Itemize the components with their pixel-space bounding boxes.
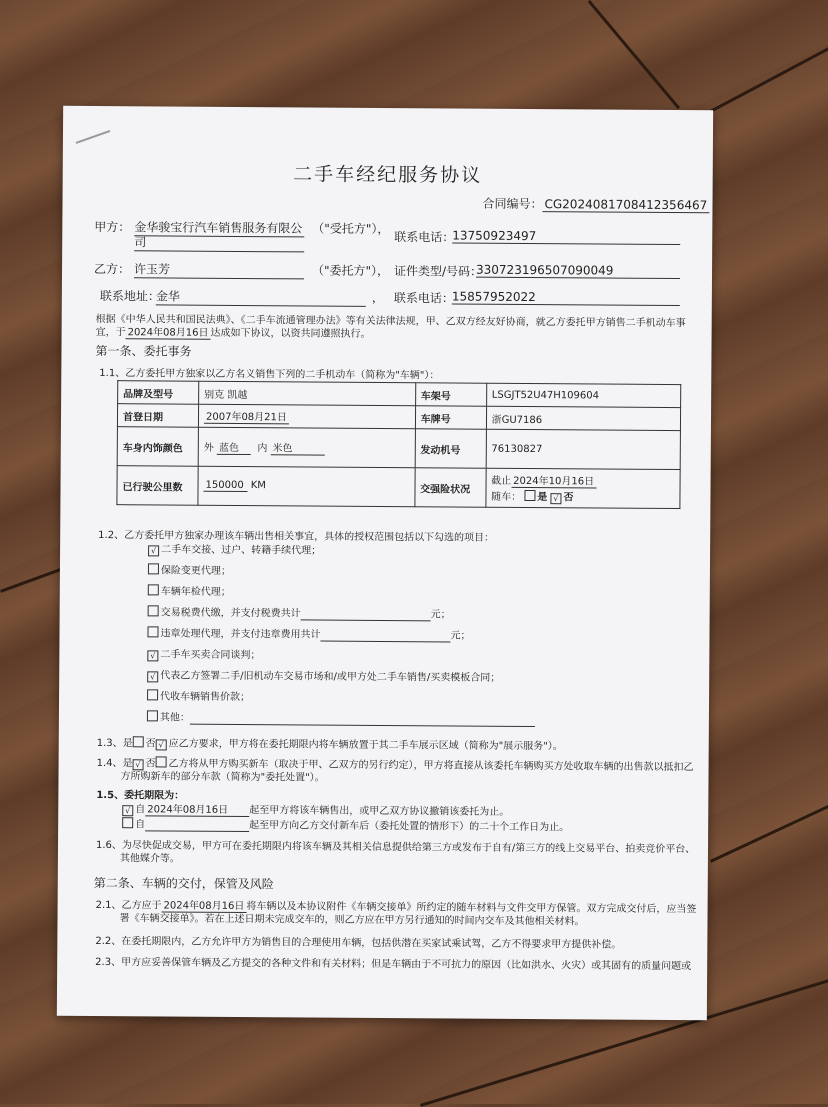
clause-2-1-cont: 署《车辆交接单》。若在上述日期未完成交车的，则乙方应在甲方另行通知的时间内交车及其他相关材料。: [119, 913, 585, 928]
insurance-date: 2024年10月16日: [511, 472, 596, 489]
contract-paper: [57, 106, 713, 1021]
address-label: 联系地址：: [99, 289, 160, 304]
clause-1-4: 1.4、是 √ 否 乙方将从甲方购买新车（取决于甲、乙双方的另行约定），甲方将直接从该委托车辆购买方处收取车辆的出售款以抵扣乙: [96, 757, 694, 774]
clause-1-2: 1.2、乙方委托甲方独家办理该车辆出售相关事宜，具体的授权范围包括以下勾选的项目：: [98, 529, 495, 544]
staple: [76, 130, 111, 144]
party-a-phone: 13750923497: [452, 228, 680, 245]
floor-seam: [0, 566, 67, 593]
contract-number: 合同编号： CG2024081708412356467: [482, 196, 708, 213]
clause-1-1: 1.1、乙方委托甲方独家以乙方名义销售下列的二手机动车（简称为"车辆"）：: [99, 368, 440, 382]
address-comma: ，: [371, 290, 384, 305]
clause-1-4-cont: 方所购新车的部分车款（简称为"委托处置"）。: [120, 771, 325, 784]
term-option-a: √ 自 2024年08月16日 起至甲方将该车辆售出，或甲乙双方协议撤销该委托为止。: [122, 800, 509, 819]
option-sign-contract[interactable]: √ 代表乙方签署二手/旧机动车交易市场和/或甲方处二手车销售/买卖模板合同；: [147, 666, 500, 684]
party-b-name: 许玉芳: [134, 260, 304, 279]
clause-1-4-yes[interactable]: √: [132, 759, 143, 770]
option-negotiation[interactable]: √ 二手车买卖合同谈判；: [147, 645, 260, 662]
party-b-phone-label: 联系电话：: [393, 291, 454, 306]
party-a-role: （"受托方"），: [312, 221, 390, 237]
checkbox-no[interactable]: √: [550, 493, 561, 504]
plate-value: 浙GU7186: [486, 406, 681, 430]
engine-value: 76130827: [486, 429, 681, 469]
vin-value: LSGJT52U47H109604: [486, 383, 681, 407]
floor-seam: [710, 801, 828, 863]
preamble-line-1: 根据《中华人民共和国民法典》、《二手车流通管理办法》等有关法律法规，甲、乙双方经友好协商，就乙方委托甲方销售二手机动车事: [95, 313, 686, 330]
section-2-heading: 第二条、车辆的交付，保管及风险: [93, 875, 274, 892]
preamble-date: 2024年08月16日: [126, 323, 211, 340]
exterior-color: 蓝色: [217, 439, 251, 455]
clause-1-4-no[interactable]: [155, 756, 166, 767]
document-title: 二手车经纪服务协议: [293, 163, 483, 187]
clause-1-5: 1.5、委托期限为：: [96, 789, 185, 802]
checkbox-yes[interactable]: [524, 490, 535, 501]
insurance-cell: 截止 2024年10月16日 随车： 是 √ 否: [486, 468, 681, 508]
party-a-phone-label: 联系电话：: [394, 230, 455, 245]
preamble-line-2: 宜，于 2024年08月16日 达成如下协议，以资共同遵照执行。: [96, 323, 371, 341]
brand-value: 别克 凯越: [199, 381, 416, 406]
mileage-cell: 150000 KM: [198, 466, 415, 507]
term-a-checkbox[interactable]: √: [122, 805, 133, 816]
term-b-checkbox[interactable]: [122, 817, 133, 828]
option-violation[interactable]: 违章处理代理，并支付违章费用共计 元；: [147, 624, 470, 642]
term-option-b: 自 起至甲方向乙方交付新车后（委托处置的情形下）的二十个工作日为止。: [122, 815, 569, 834]
clause-1-3-yes[interactable]: [133, 736, 144, 747]
section-1-heading: 第一条、委托事务: [95, 343, 192, 359]
clause-2-2: 2.2、在委托期限内，乙方允许甲方为销售目的合理使用车辆，包括供潜在买家试乘试驾，乙方不得要求甲方提供补偿。: [95, 935, 622, 951]
color-cell: 外 蓝色 内 米色: [198, 427, 415, 468]
party-a-label: 甲方：: [94, 219, 131, 235]
party-b-role: （"委托方"），: [311, 263, 390, 279]
id-label: 证件类型/号码：: [393, 264, 483, 279]
party-b-label: 乙方：: [93, 261, 131, 277]
reg-date-value: 2007年08月21日: [204, 408, 289, 425]
brand-label: 品牌及型号: [118, 381, 199, 405]
address: 金华: [156, 287, 366, 306]
term-start-date: 2024年08月16日: [145, 800, 249, 817]
vehicle-info-table: [116, 380, 681, 509]
clause-2-3: 2.3、甲方应妥善保管车辆及乙方提交的各种文件和有关材料；但是车辆由于不可抗力的原因（比如洪水、火灾）或其固有的质量问题或: [95, 956, 692, 973]
party-a-name-cont: 司: [134, 233, 304, 252]
clause-2-1: 2.1、乙方应于 2024年08月16日 将车辆以及本协议附件《车辆交接单》所约定的随车材料与文件交甲方保管。双方完成交付后，应当签: [96, 896, 697, 916]
color-label: 车身内饰颜色: [117, 427, 198, 467]
clause-1-3: 1.3、是 否 √ 应乙方要求，甲方将在委托期限内将车辆放置于其二手车展示区域（简称为"展示服务"）。: [96, 737, 563, 753]
clause-1-6: 1.6、为尽快促成交易，甲方可在委托期限内将该车辆及其相关信息提供给第三方或发布于自有/第三方的线上交易平台、拍卖竞价平台、: [95, 839, 696, 856]
option-tax[interactable]: 交易税费代缴，并支付税费共计 元；: [148, 603, 451, 621]
insurance-label: 交强险状况: [415, 468, 486, 507]
floor-seam: [588, 0, 680, 109]
party-b-id: 330723196507090049: [476, 263, 680, 279]
option-transfer[interactable]: √ 二手车交接、过户、转籍手续代理；: [148, 540, 321, 557]
party-b-phone: 15857952022: [452, 289, 680, 306]
interior-color: 米色: [270, 439, 324, 455]
option-insurance[interactable]: 保险变更代理；: [148, 561, 231, 577]
party-a-name: 金华骏宝行汽车销售服务有限公: [134, 218, 304, 237]
mileage-label: 已行驶公里数: [117, 466, 198, 506]
clause-1-3-no[interactable]: √: [156, 739, 167, 750]
reg-date-label: 首登日期: [117, 404, 198, 428]
delivery-date: 2024年08月16日: [161, 896, 246, 913]
vin-label: 车架号: [415, 383, 486, 406]
reg-date-cell: [198, 404, 415, 429]
mileage-value: 150000: [203, 480, 247, 492]
engine-label: 发动机号: [415, 429, 486, 468]
option-collect-payment[interactable]: 代收车辆销售价款；: [147, 687, 250, 703]
plate-label: 车牌号: [415, 406, 486, 429]
clause-1-6-cont: 其他媒介等。: [119, 853, 180, 865]
floor-seam: [710, 44, 828, 112]
option-other[interactable]: 其他：: [147, 708, 535, 727]
option-inspection[interactable]: 车辆年检代理；: [148, 582, 231, 598]
